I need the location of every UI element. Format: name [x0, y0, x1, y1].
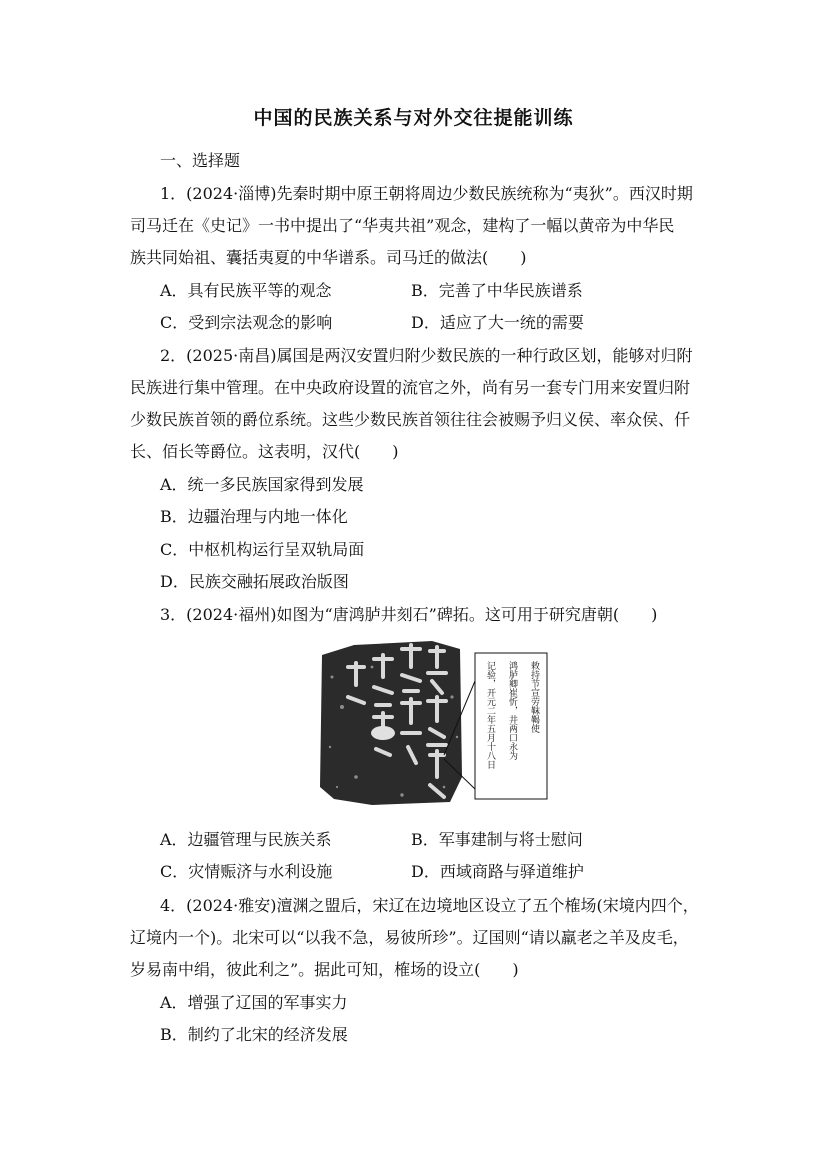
rubbing-stone-shape	[320, 641, 462, 805]
q1-option-a[interactable]: A．具有民族平等的观念	[160, 281, 332, 300]
q4-stem-line-1: 4．(2024·雅安)澶渊之盟后，宋辽在边境地区设立了五个榷场(宋境内四个，	[160, 896, 699, 915]
q3-option-c[interactable]: C．灾情赈济与水利设施	[160, 862, 333, 881]
q4-option-b[interactable]: B．制约了北宋的经济发展	[160, 1025, 348, 1044]
q4-option-a[interactable]: A．增强了辽国的军事实力	[160, 993, 348, 1012]
q2-stem-line-2: 民族进行集中管理。在中央政府设置的流官之外，尚有另一套专门用来安置归附	[130, 378, 691, 397]
page-title: 中国的民族关系与对外交往提能训练	[253, 107, 574, 129]
inscription-column-1: 敕持节宣劳靺鞨使	[529, 661, 539, 733]
q1-stem-line-2: 司马迁在《史记》一书中提出了“华夷共祖”观念，建构了一幅以黄帝为中华民	[130, 216, 675, 235]
inscription-column-3: 记验，开元二年五月十八日	[485, 661, 495, 769]
q1-option-c[interactable]: C．受到宗法观念的影响	[160, 313, 333, 332]
stele-rubbing-image	[312, 637, 550, 807]
q3-option-a[interactable]: A．边疆管理与民族关系	[160, 830, 332, 849]
q2-option-c[interactable]: C．中枢机构运行呈双轨局面	[160, 540, 365, 559]
q2-option-a[interactable]: A．统一多民族国家得到发展	[160, 475, 364, 494]
q2-stem-line-1: 2．(2025·南昌)属国是两汉安置归附少数民族的一种行政区划，能够对归附	[160, 346, 693, 365]
q1-stem-line-1: 1．(2024·淄博)先秦时期中原王朝将周边少数民族统称为“夷狄”。西汉时期	[160, 184, 693, 203]
q2-option-b[interactable]: B．边疆治理与内地一体化	[160, 507, 348, 526]
q3-option-b[interactable]: B．军事建制与将士慰问	[411, 830, 583, 849]
q4-stem-line-2: 辽境内一个)。北宋可以“以我不急，易彼所珍”。辽国则“请以羸老之羊及皮毛，	[130, 928, 689, 947]
q1-stem-line-3: 族共同始祖、囊括夷夏的中华谱系。司马迁的做法( )	[130, 248, 527, 267]
q3-option-d[interactable]: D．西域商路与驿道维护	[411, 862, 584, 881]
rubbing-highlight	[371, 726, 395, 740]
q2-stem-line-4: 长、佰长等爵位。这表明，汉代( )	[130, 442, 399, 461]
inscription-column-2: 鸿胪卿崔忻，井两口永为	[507, 661, 517, 760]
q1-option-b[interactable]: B．完善了中华民族谱系	[411, 281, 583, 300]
q1-option-d[interactable]: D．适应了大一统的需要	[411, 313, 584, 332]
q2-option-d[interactable]: D．民族交融拓展政治版图	[160, 572, 349, 591]
section-heading: 一、选择题	[160, 151, 241, 170]
stele-rubbing-figure	[312, 637, 550, 807]
q3-stem-line-1: 3．(2024·福州)如图为“唐鸿胪井刻石”碑拓。这可用于研究唐朝( )	[160, 605, 658, 624]
q2-stem-line-3: 少数民族首领的爵位系统。这些少数民族首领往往会被赐予归义侯、率众侯、仟	[130, 410, 691, 429]
q4-stem-line-3: 岁易南中绢，彼此利之”。据此可知，榷场的设立( )	[130, 960, 519, 979]
